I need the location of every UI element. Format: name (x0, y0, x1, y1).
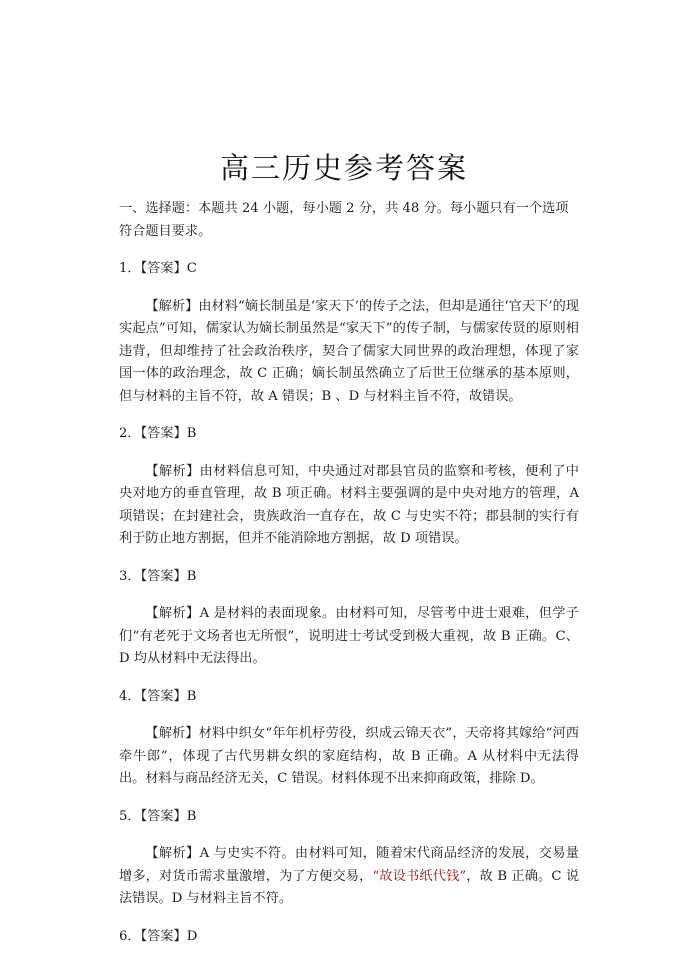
answer-2: 2．【答案】B (119, 426, 197, 441)
answer-1: 1．【答案】C (119, 261, 197, 276)
analysis-5-highlight-quote: “故设书纸代钱” (372, 868, 467, 884)
answer-4: 4．【答案】B (119, 688, 197, 704)
section-intro: 一、选择题：本题共 24 小题，每小题 2 分，共 48 分。每小题只有一个选项符合题目要求。 (119, 201, 569, 239)
document-body (119, 198, 579, 948)
analysis-5-text-after: ，故 B 正确。C 说法错误。D 与材料主旨不符。 (119, 868, 580, 906)
analysis-1: 【解析】由材料“嫡长制虽是‘家天下’的传子之法，但却是通往‘官天下’的现实起点”可知，儒家认为嫡长制虽然是“家天下”的传子制，与儒家传贤的原则相违背，但却维持了社会政治秩序，契合了儒家大同世界的政治理想，体现了家国一体的政治理念，故 C 正确；嫡长制虽然确立了后世王位继承的基本原则，但与材料的主旨不符，故 A 错误；B 、D 与材料主旨不符，故错误。 (119, 298, 579, 404)
analysis-5 (119, 843, 579, 911)
analysis-4: 【解析】材料中织女“年年机杼劳役，织成云锦天衣”，天帝将其嫁给“河西牵牛郎”，体现了古代男耕女织的家庭结构，故 B 正确。A 从材料中无法得出。材料与商品经济无关，C 错误。材料体现不出来抑商政策，排除 D。 (119, 726, 579, 786)
answer-6: 6．【答案】D (119, 928, 198, 944)
document-title: 高三历史参考答案 (219, 151, 468, 185)
answer-3: 3．【答案】B (119, 568, 197, 584)
answer-5: 5．【答案】B (119, 808, 197, 824)
analysis-3: 【解析】A 是材料的表面现象。由材料可知，尽管考中进士艰难，但学子们“有老死于文场者也无所恨”，说明进士考试受到极大重视，故 B 正确。C、D 均从材料中无法得出。 (119, 606, 579, 666)
analysis-5-text-before: 【解析】A 与史实不符。由材料可知，随着宋代商品经济的发展，交易量增多，对货币需求量激增，为了方便交易， (119, 846, 579, 884)
analysis-2: 【解析】由材料信息可知，中央通过对郡县官员的监察和考核，便利了中央对地方的垂直管理，故 B 项正确。材料主要强调的是中央对地方的管理，A 项错误；在封建社会，贵族政治一直存在，故 C 与史实不符；郡县制的实行有利于防止地方割据，但并不能消除地方割据，故 D 项错误。 (119, 463, 579, 546)
